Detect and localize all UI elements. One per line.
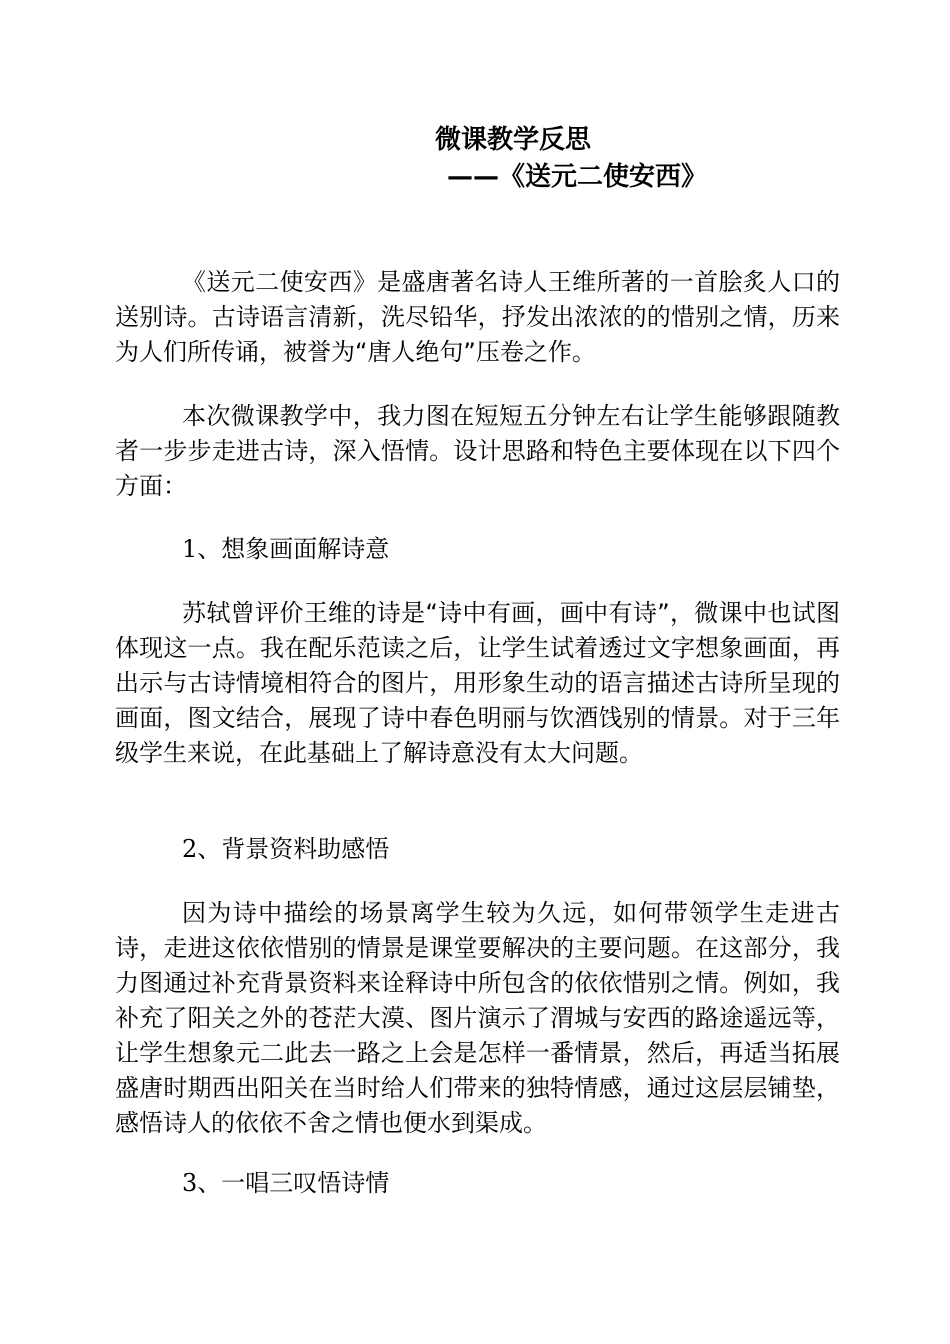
paragraph-background: 因为诗中描绘的场景离学生较为久远，如何带领学生走进古诗，走进这依依惜别的情景是课堂要解决的主要问题。在这部分，我力图通过补充背景资料来诠释诗中所包含的依依惜别之情。例如，我补充了阳关之外的苍茫大漠、图片演示了渭城与安西的路途遥远等，让学生想象元二此去一路之上会是怎样一番情景，然后，再适当拓展盛唐时期西出阳关在当时给人们带来的独特情感，通过这层层铺垫，感悟诗人的依依不舍之情也便水到渠成。 (115, 899, 840, 1137)
section-heading-3 (115, 1166, 840, 1201)
section-heading-text: 、想象画面解诗意 (197, 535, 390, 563)
section-number: 1 (182, 535, 198, 563)
document-subtitle: ——《送元二使安西》 (447, 162, 708, 192)
paragraph-overview: 本次微课教学中，我力图在短短五分钟左右让学生能够跟随教者一步步走进古诗，深入悟情。设计思路和特色主要体现在以下四个方面： (115, 402, 840, 500)
section-heading-1 (115, 532, 840, 567)
section-number: 2 (182, 835, 198, 863)
paragraph-intro: 《送元二使安西》是盛唐著名诗人王维所著的一首脍炙人口的送别诗。古诗语言清新，洗尽铅华，抒发出浓浓的的惜别之情，历来为人们所传诵，被誉为“唐人绝句”压卷之作。 (115, 268, 840, 366)
section-heading-text: 、背景资料助感悟 (197, 835, 390, 863)
document-title: 微课教学反思 (435, 125, 592, 155)
section-number: 3 (182, 1169, 198, 1197)
section-heading-text: 、一唱三叹悟诗情 (197, 1169, 390, 1197)
paragraph-imagination: 苏轼曾评价王维的诗是“诗中有画，画中有诗”，微课中也试图体现这一点。我在配乐范读之后，让学生试着透过文字想象画面，再出示与古诗情境相符合的图片，用形象生动的语言描述古诗所呈现的画面，图文结合，展现了诗中春色明丽与饮酒饯别的情景。对于三年级学生来说，在此基础上了解诗意没有太大问题。 (115, 599, 840, 767)
section-heading-2 (115, 832, 840, 867)
